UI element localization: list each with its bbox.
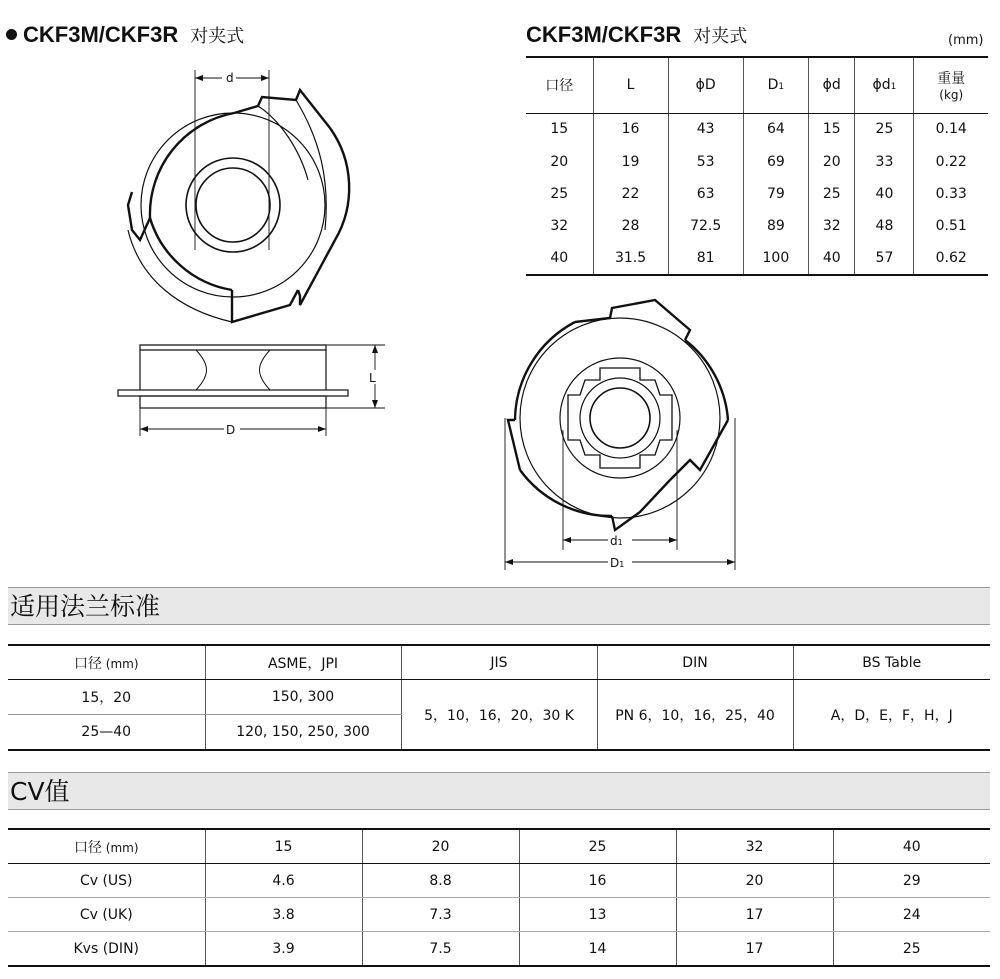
table-cell: 7.3	[362, 898, 519, 932]
table-cell: 22	[593, 178, 668, 210]
back-view-drawing	[505, 300, 735, 570]
header-bore	[8, 829, 205, 864]
size-header: 40	[833, 829, 990, 864]
table-cell: 15	[809, 113, 855, 145]
table-cell: 13	[519, 898, 676, 932]
flange-standards-table	[8, 644, 990, 751]
size-header: 20	[362, 829, 519, 864]
table-cell: 33	[855, 145, 914, 177]
asme-cell: 150, 300	[205, 680, 401, 715]
dim-label-D1-sub: 1	[619, 560, 625, 569]
header-bore: 口径	[526, 57, 593, 113]
header-weight-line2: (kg)	[939, 88, 964, 103]
flange-header-row	[8, 645, 990, 680]
dimension-unit: (mm)	[948, 33, 984, 48]
dim-label-D1-main: D	[610, 556, 620, 570]
header-D1-sub: 1	[778, 82, 785, 93]
table-cell: 32	[550, 218, 569, 235]
table-cell: 25	[550, 185, 569, 202]
bore-cell: 25—40	[8, 715, 205, 751]
row-label: Cv (UK)	[8, 898, 205, 932]
header-bore-unit: (mm)	[101, 656, 139, 671]
table-cell: 24	[833, 898, 990, 932]
header-bore-unit: (mm)	[101, 840, 139, 855]
table-cell: 40	[526, 243, 593, 275]
bore-cell: 15，20	[8, 680, 205, 715]
table-cell: 14	[519, 932, 676, 967]
table-cell: 81	[668, 243, 743, 275]
table-cell: 79	[743, 178, 808, 210]
table-cell: 63	[668, 178, 743, 210]
row-label: Kvs (DIN)	[8, 932, 205, 967]
header-bs: BS Table	[793, 645, 990, 680]
jis-cell: 5，10，16，20，30 K	[401, 680, 597, 751]
table-cell: 20	[676, 864, 833, 898]
header-jis: JIS	[401, 645, 597, 680]
table-cell: 72.5	[668, 210, 743, 242]
table-cell: 69	[743, 145, 808, 177]
table-cell: 0.22	[914, 145, 988, 177]
table-cell: 25	[833, 932, 990, 967]
dimension-table-model: CKF3M/CKF3R	[526, 22, 682, 47]
header-bore-label: 口径	[73, 839, 102, 856]
header-din: DIN	[597, 645, 793, 680]
table-cell: 25	[809, 178, 855, 210]
table-cell: 7.5	[362, 932, 519, 967]
table-row	[8, 932, 990, 967]
bs-cell: A，D，E，F，H，J	[793, 680, 990, 751]
table-cell: 40	[855, 178, 914, 210]
table-cell: 3.8	[205, 898, 362, 932]
table-cell: 64	[743, 113, 808, 145]
dim-label-D: D	[226, 423, 236, 437]
table-cell: 0.14	[914, 113, 988, 145]
table-cell: 31.5	[593, 243, 668, 275]
table-cell: 0.33	[914, 178, 988, 210]
table-cell: 32	[809, 210, 855, 242]
row-label: Cv (US)	[8, 864, 205, 898]
table-cell: 3.9	[205, 932, 362, 967]
table-row	[8, 864, 990, 898]
cv-header-row	[8, 829, 990, 864]
header-phid1-main: ϕd	[872, 77, 891, 94]
table-cell: 16	[519, 864, 676, 898]
size-header: 32	[676, 829, 833, 864]
table-cell: 0.62	[914, 243, 988, 275]
table-cell: 48	[855, 210, 914, 242]
dim-label-d1-main: d	[610, 534, 618, 548]
product-model: CKF3M/CKF3R	[23, 22, 179, 47]
cv-table	[8, 828, 990, 967]
header-L: L	[593, 57, 668, 113]
product-type: 对夹式	[190, 26, 245, 46]
table-cell: 40	[809, 243, 855, 275]
table-cell: 17	[676, 932, 833, 967]
asme-cell: 120, 150, 250, 300	[205, 715, 401, 751]
header-D1-main: D	[767, 77, 779, 94]
dim-label-L: L	[369, 371, 376, 385]
header-weight-line1: 重量	[937, 71, 966, 88]
size-header: 15	[205, 829, 362, 864]
table-cell: 89	[743, 210, 808, 242]
dim-label-d: d	[226, 71, 234, 85]
header-phid: ϕd	[809, 57, 855, 113]
table-cell: 53	[668, 145, 743, 177]
table-cell: 20	[809, 145, 855, 177]
table-cell: 57	[855, 243, 914, 275]
flange-standards-title: 适用法兰标准	[8, 587, 990, 625]
side-view-drawing	[118, 345, 385, 436]
table-cell: 29	[833, 864, 990, 898]
table-cell: 100	[743, 243, 808, 275]
table-cell: 15	[550, 121, 569, 138]
table-cell: 28	[593, 210, 668, 242]
header-phiD: ϕD	[668, 57, 743, 113]
cv-title: CV值	[8, 772, 990, 810]
dimension-table-type: 对夹式	[693, 26, 748, 46]
table-cell: 19	[593, 145, 668, 177]
table-row	[8, 680, 990, 715]
table-cell: 17	[676, 898, 833, 932]
table-cell: 43	[668, 113, 743, 145]
table-cell: 0.51	[914, 210, 988, 242]
table-cell: 25	[855, 113, 914, 145]
dim-label-d1-sub: 1	[617, 538, 623, 547]
header-phid1-sub: 1	[890, 82, 897, 93]
table-cell: 16	[593, 113, 668, 145]
table-cell: 20	[550, 153, 569, 170]
table-cell: 4.6	[205, 864, 362, 898]
din-cell: PN 6，10，16，25，40	[597, 680, 793, 751]
header-bore	[8, 645, 205, 680]
table-row	[8, 898, 990, 932]
front-view-drawing	[128, 70, 349, 322]
table-cell: 8.8	[362, 864, 519, 898]
header-asme: ASME，JPI	[205, 645, 401, 680]
header-bore-label: 口径	[73, 655, 102, 672]
size-header: 25	[519, 829, 676, 864]
